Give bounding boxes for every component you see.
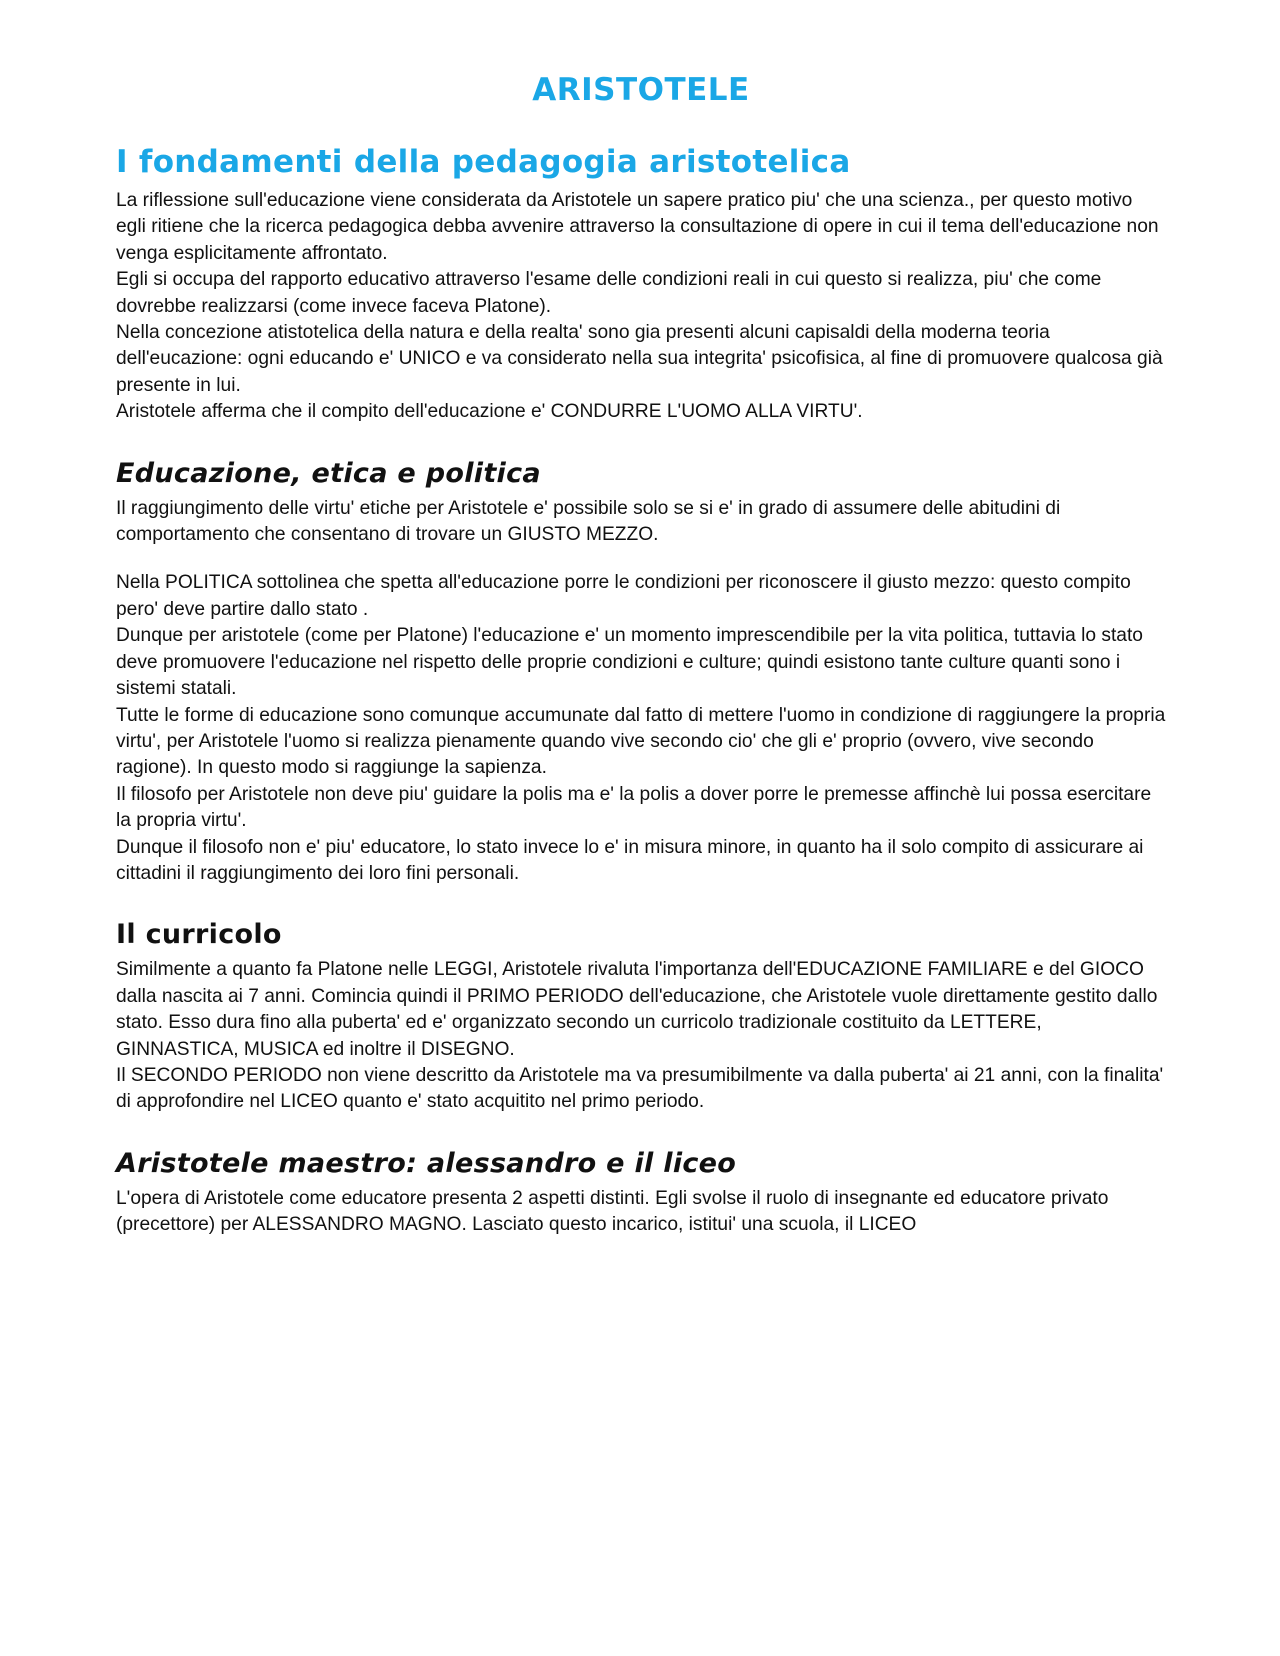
- paragraph-gap: [116, 548, 1166, 570]
- paragraph: Tutte le forme di educazione sono comunque accumunate dal fatto di mettere l'uomo in condizione di raggiungere la propria virtu', per Aristotele l'uomo si realizza pienamente quando vive secondo cio' che gli e' proprio (ovvero, vive secondo ragione). In questo modo si raggiunge la sapienza.: [116, 704, 1166, 779]
- section-aristotele-maestro: [116, 1146, 1166, 1239]
- paragraph: Il filosofo per Aristotele non deve piu' guidare la polis ma e' la polis a dover porre le premesse affinchè lui possa esercitare la propria virtu'.: [116, 783, 1152, 832]
- paragraph: Il raggiungimento delle virtu' etiche per Aristotele e' possibile solo se si e' in grado di assumere delle abitudini di comportamento che consentano di trovare un GIUSTO MEZZO.: [116, 497, 1061, 546]
- section-heading-maestro: Aristotele maestro: alessandro e il liceo: [116, 1147, 737, 1179]
- section-body-curricolo: [116, 957, 1166, 1115]
- paragraph: Egli si occupa del rapporto educativo attraverso l'esame delle condizioni reali in cui questo si realizza, piu' che come dovrebbe realizzarsi (come invece faceva Platone).: [116, 269, 1102, 317]
- paragraph: Similmente a quanto fa Platone nelle LEGGI, Aristotele rivaluta l'importanza dell'EDUCAZIONE FAMILIARE e del GIOCO dalla nascita ai 7 anni. Comincia quindi il PRIMO PERIODO dell'educazione, che Aristotele vuole direttamente gestito dallo stato. Esso dura fino alla puberta' ed e' organizzato secondo un curricolo tradizionale costituito da LETTERE, GINNASTICA, MUSICA ed inoltre il DISEGNO.: [116, 959, 1158, 1060]
- section-curricolo: [116, 917, 1166, 1115]
- paragraph: L'opera di Aristotele come educatore presenta 2 aspetti distinti. Egli svolse il ruolo di insegnante ed educatore privato (precettore) per ALESSANDRO MAGNO. Lasciato questo incarico, istitui' una scuola, il LICEO: [116, 1187, 1109, 1236]
- paragraph: Aristotele afferma che il compito dell'educazione e' CONDURRE L'UOMO ALLA VIRTU'.: [116, 401, 863, 423]
- section-educazione-etica-politica: [116, 456, 1166, 888]
- section-heading-curricolo: Il curricolo: [116, 919, 282, 951]
- document-content: [116, 70, 1166, 1239]
- section-body-fondamenti: [116, 188, 1166, 426]
- paragraph: Nella concezione atistotelica della natura e della realta' sono gia presenti alcuni capisaldi della moderna teoria dell'eucazione: ogni educando e' UNICO e va considerato nella sua integrita' psicofisica, al fine di promuovere qualcosa già presente in lui.: [116, 322, 1163, 396]
- section-fondamenti: [116, 142, 1166, 426]
- document-title: ARISTOTELE: [532, 72, 750, 108]
- paragraph: La riflessione sull'educazione viene considerata da Aristotele un sapere pratico piu' che una scienza., per questo motivo egli ritiene che la ricerca pedagogica debba avvenire attraverso la consultazione di opere in cui il tema dell'educazione non venga esplicitamente affrontato.: [116, 190, 1159, 264]
- section-heading-educazione: Educazione, etica e politica: [116, 457, 541, 489]
- section-body-maestro: [116, 1186, 1166, 1239]
- paragraph: Nella POLITICA sottolinea che spetta all'educazione porre le condizioni per riconoscere il giusto mezzo: questo compito pero' deve partire dallo stato .: [116, 572, 1131, 620]
- paragraph: Dunque il filosofo non e' piu' educatore, lo stato invece lo e' in misura minore, in quanto ha il solo compito di assicurare ai cittadini il raggiungimento dei loro fini personali.: [116, 836, 1144, 884]
- section-body-educazione: [116, 496, 1166, 888]
- paragraph: Il SECONDO PERIODO non viene descritto da Aristotele ma va presumibilmente va dalla puberta' ai 21 anni, con la finalita' di approfondire nel LICEO quanto e' stato acquitito nel primo periodo.: [116, 1064, 1164, 1113]
- paragraph: Dunque per aristotele (come per Platone) l'educazione e' un momento imprescendibile per la vita politica, tuttavia lo stato deve promuovere l'educazione nel rispetto delle proprie condizioni e culture; quindi esistono tante culture quanti sono i sistemi statali.: [116, 625, 1143, 700]
- section-heading-fondamenti: I fondamenti della pedagogia aristotelica: [116, 144, 851, 180]
